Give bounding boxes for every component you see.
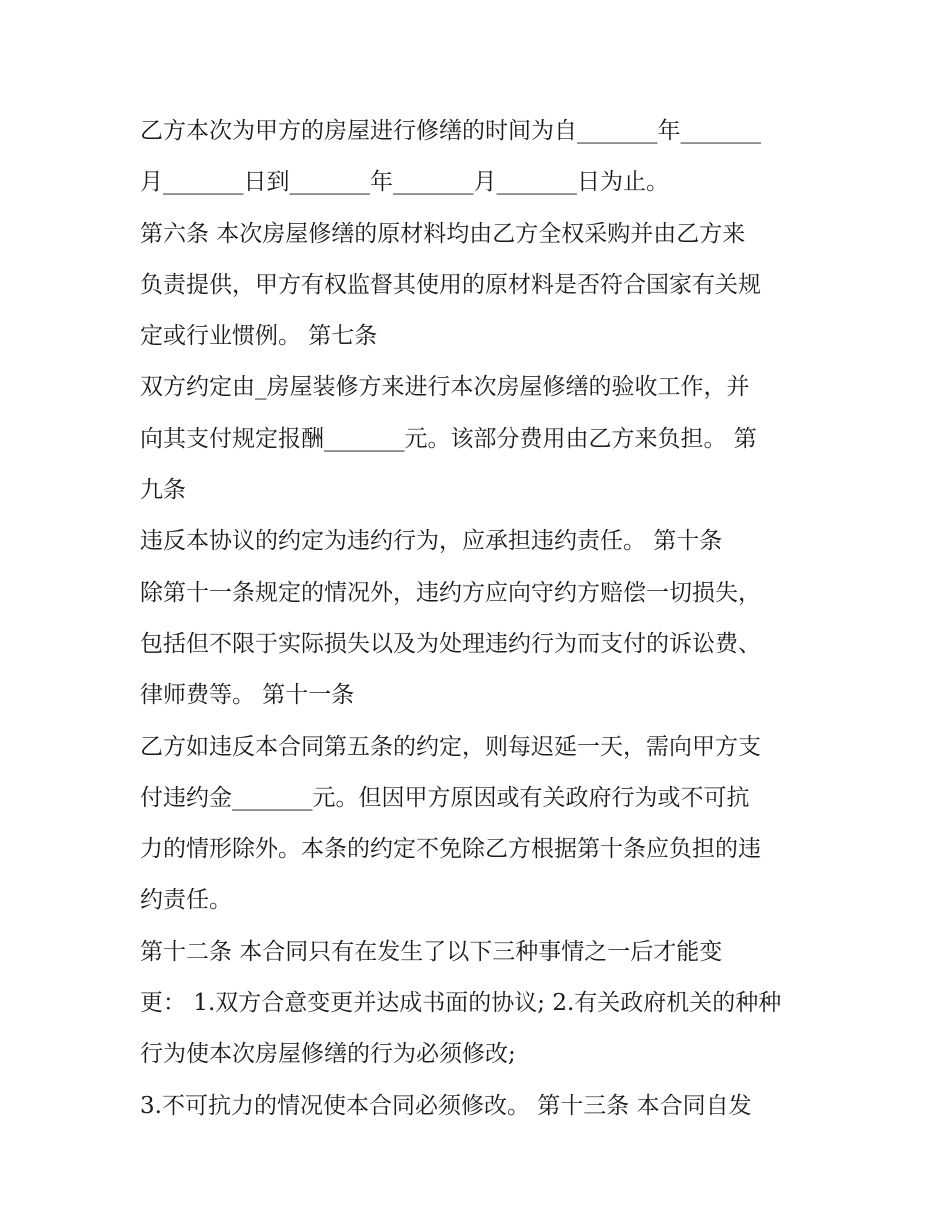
text-line: 3.不可抗力的情况使本合同必须修改。 第十三条 本合同自发	[140, 1092, 752, 1119]
text-line: 负责提供，甲方有权监督其使用的原材料是否符合国家有关规	[140, 271, 761, 298]
text-line: 第六条 本次房屋修缮的原材料均由乙方全权采购并由乙方来	[140, 220, 746, 247]
text-line: 定或行业惯例。 第七条	[140, 323, 378, 350]
text-line: 向其支付规定报酬_______元。该部分费用由乙方来负担。 第	[140, 425, 757, 452]
text-line: 约责任。	[140, 887, 232, 914]
text-line: 乙方本次为甲方的房屋进行修缮的时间为自_______年_______	[140, 118, 761, 144]
text-line: 行为使本次房屋修缮的行为必须修改;	[140, 1041, 516, 1068]
text-line: 月_______日到_______年_______月_______日为止。	[140, 169, 669, 196]
text-line: 第十二条 本合同只有在发生了以下三种事情之一后才能变	[140, 938, 723, 965]
text-line: 付违约金_______元。但因甲方原因或有关政府行为或不可抗	[140, 784, 750, 811]
contract-text	[140, 106, 830, 1132]
text-line: 九条	[140, 477, 186, 504]
text-line: 包括但不限于实际损失以及为处理违约行为而支付的诉讼费、	[140, 630, 761, 657]
text-line: 更： 1.双方合意变更并达成书面的协议; 2.有关政府机关的种种	[140, 990, 782, 1017]
text-line: 双方约定由_房屋装修方来进行本次房屋修缮的验收工作，并	[140, 374, 750, 401]
text-line: 律师费等。 第十一条	[140, 682, 355, 709]
text-line: 违反本协议的约定为违约行为，应承担违约责任。 第十条	[140, 528, 723, 555]
text-line: 乙方如违反本合同第五条的约定，则每迟延一天，需向甲方支	[140, 733, 761, 760]
text-line: 除第十一条规定的情况外，违约方应向守约方赔偿一切损失，	[140, 579, 761, 606]
text-line: 力的情形除外。本条的约定不免除乙方根据第十条应负担的违	[140, 836, 761, 863]
